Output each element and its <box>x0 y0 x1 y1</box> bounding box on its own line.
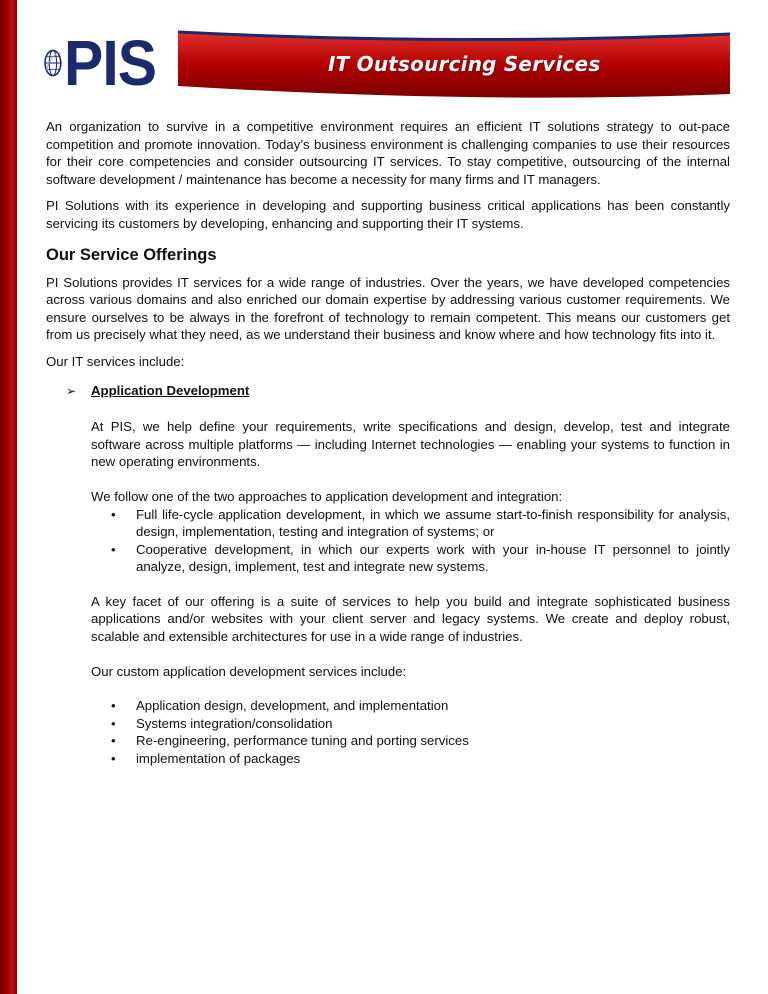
bullet-icon: • <box>111 733 116 749</box>
bullet-icon: • <box>111 506 116 522</box>
section-heading: Our Service Offerings <box>46 245 217 264</box>
arrow-bullet-icon: ➢ <box>66 383 77 398</box>
application-development-title: Application Development <box>91 382 250 398</box>
pis-logo <box>44 27 164 99</box>
bullet-icon: • <box>111 541 116 557</box>
app-dev-paragraph-4: Our custom application development services include: <box>91 663 407 679</box>
services-list <box>91 697 730 767</box>
arrow-list-item <box>66 382 730 401</box>
intro-paragraph-1: An organization to survive in a competitive environment requires an efficient IT solutions strategy to out-pace competition and promote innovation. Today’s business environment is challenging companies to use their resources for their core competencies and consider outsourcing IT services. To stay competitive, outsourcing of the internal software development / maintenance has become a necessity for many firms and IT managers. <box>46 119 730 187</box>
list-item: • Cooperative development, in which our experts work with your in-house IT personnel to jointly analyze, design, implement, test and integrate new systems. <box>111 541 730 575</box>
document-body <box>46 118 730 768</box>
offerings-paragraph: PI Solutions provides IT services for a wide range of industries. Over the years, we have developed competencies across various domains and also enriched our domain expertise by addressing various customer requirements. We ensure ourselves to be always in the forefront of technology to remain competent. This means our customers get from us precisely what they need, as we understand their business and know where and how technology fits into it. <box>46 274 730 343</box>
list-item: • Systems integration/consolidation <box>111 715 333 731</box>
bullet-icon: • <box>111 698 116 714</box>
left-accent-bar <box>0 0 17 994</box>
banner-title: IT Outsourcing Services <box>328 52 601 76</box>
app-dev-paragraph-1: At PIS, we help define your requirements, write specifications and design, develop, test and integrate software across multiple platforms — including Internet technologies — enabling your systems to function in new operating environments. <box>91 419 730 470</box>
list-item: • Application design, development, and implementation <box>111 698 449 714</box>
intro-paragraph-2: PI Solutions with its experience in developing and supporting business critical applications has been constantly servicing its customers by developing, enhancing and supporting their IT systems. <box>46 198 730 231</box>
logo-text: PIS <box>63 27 156 99</box>
app-dev-paragraph-3: A key facet of our offering is a suite of services to help you build and integrate sophisticated business applications and/or websites with your client server and legacy systems. We create and deploy robust, scalable and extensible architectures for use in a wide range of industries. <box>91 593 730 645</box>
bullet-icon: • <box>111 715 116 731</box>
application-development-section <box>91 418 730 768</box>
globe-icon <box>44 33 62 93</box>
list-item: • Re-engineering, performance tuning and porting services <box>111 733 469 749</box>
approaches-list <box>91 506 730 576</box>
header-banner <box>178 30 730 102</box>
list-item: • implementation of packages <box>111 751 301 767</box>
list-item: • Full life-cycle application development, in which we assume start-to-finish responsibility for analysis, design, implementation, testing and integration of systems; or <box>111 506 730 540</box>
services-intro: Our IT services include: <box>46 353 185 369</box>
bullet-icon: • <box>111 751 116 767</box>
app-dev-paragraph-2: We follow one of the two approaches to application development and integration: <box>91 488 563 504</box>
